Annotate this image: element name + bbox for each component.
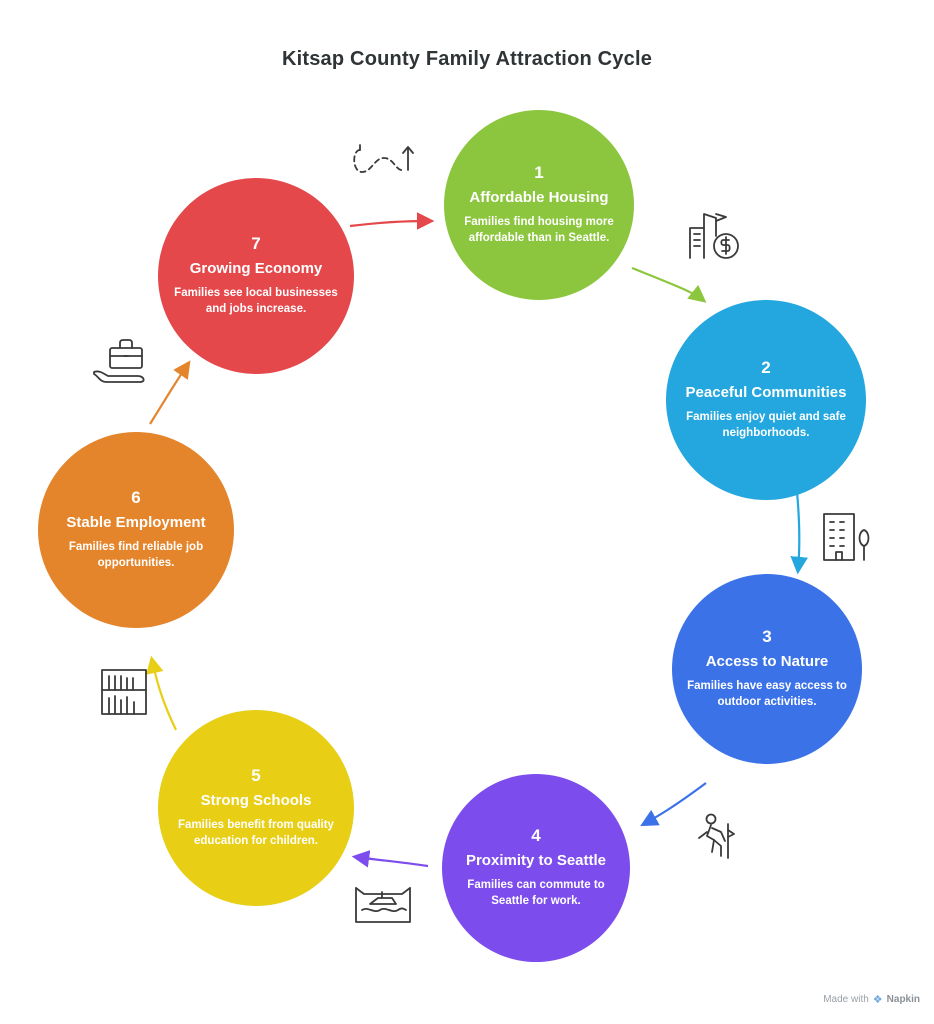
node-description: Families have easy access to outdoor activities. bbox=[687, 680, 847, 708]
node-2-peaceful-communities[interactable] bbox=[666, 300, 866, 500]
node-label: Affordable Housing bbox=[469, 189, 609, 207]
arrow-6-to-7 bbox=[150, 364, 188, 424]
footer-brand-label: Napkin bbox=[886, 994, 920, 1005]
node-4-proximity-to-seattle[interactable] bbox=[442, 774, 630, 962]
node-number: 4 bbox=[531, 825, 541, 845]
node-number: 6 bbox=[131, 487, 141, 507]
buildings-tree-icon bbox=[816, 506, 878, 568]
node-description: Families can commute to Seattle for work. bbox=[467, 879, 605, 907]
bookshelf-icon bbox=[96, 664, 152, 720]
node-number: 2 bbox=[761, 357, 771, 377]
node-label: Strong Schools bbox=[200, 792, 312, 810]
node-number: 1 bbox=[534, 162, 544, 182]
arrow-7-to-1 bbox=[350, 221, 430, 226]
node-label: Access to Nature bbox=[705, 653, 829, 671]
node-description: Families benefit from quality education for children. bbox=[178, 819, 334, 847]
node-description: Families find housing more affordable than in Seattle. bbox=[464, 216, 614, 244]
node-7-growing-economy[interactable] bbox=[158, 178, 354, 374]
arrow-5-to-6 bbox=[152, 660, 176, 730]
node-5-strong-schools[interactable] bbox=[158, 710, 354, 906]
leaf-icon: ❖ bbox=[872, 994, 883, 1006]
node-3-access-to-nature[interactable] bbox=[672, 574, 862, 764]
node-description: Families enjoy quiet and safe neighborhoods. bbox=[686, 411, 846, 439]
footer-attribution bbox=[823, 993, 920, 1006]
dashed-loop-arrow-icon bbox=[348, 138, 422, 186]
node-number: 7 bbox=[251, 233, 261, 253]
node-number: 5 bbox=[251, 765, 261, 785]
node-6-stable-employment[interactable] bbox=[38, 432, 234, 628]
node-label: Stable Employment bbox=[66, 514, 206, 532]
node-label: Growing Economy bbox=[189, 260, 323, 278]
page-title: Kitsap County Family Attraction Cycle bbox=[281, 48, 653, 70]
arrow-1-to-2 bbox=[632, 268, 703, 300]
node-label: Proximity to Seattle bbox=[465, 852, 607, 870]
node-label: Peaceful Communities bbox=[685, 384, 847, 402]
node-number: 3 bbox=[762, 626, 772, 646]
arrow-4-to-5 bbox=[356, 857, 428, 866]
house-dollar-icon bbox=[682, 206, 744, 268]
footer-made-with-label: Made with bbox=[823, 994, 869, 1005]
hiker-icon bbox=[688, 810, 744, 866]
ferry-icon bbox=[352, 880, 414, 930]
node-1-affordable-housing[interactable] bbox=[444, 110, 634, 300]
node-description: Families find reliable job opportunities. bbox=[68, 541, 204, 569]
node-description: Families see local businesses and jobs increase. bbox=[174, 287, 338, 315]
briefcase-hand-icon bbox=[88, 334, 154, 390]
arrow-2-to-3 bbox=[797, 492, 799, 570]
